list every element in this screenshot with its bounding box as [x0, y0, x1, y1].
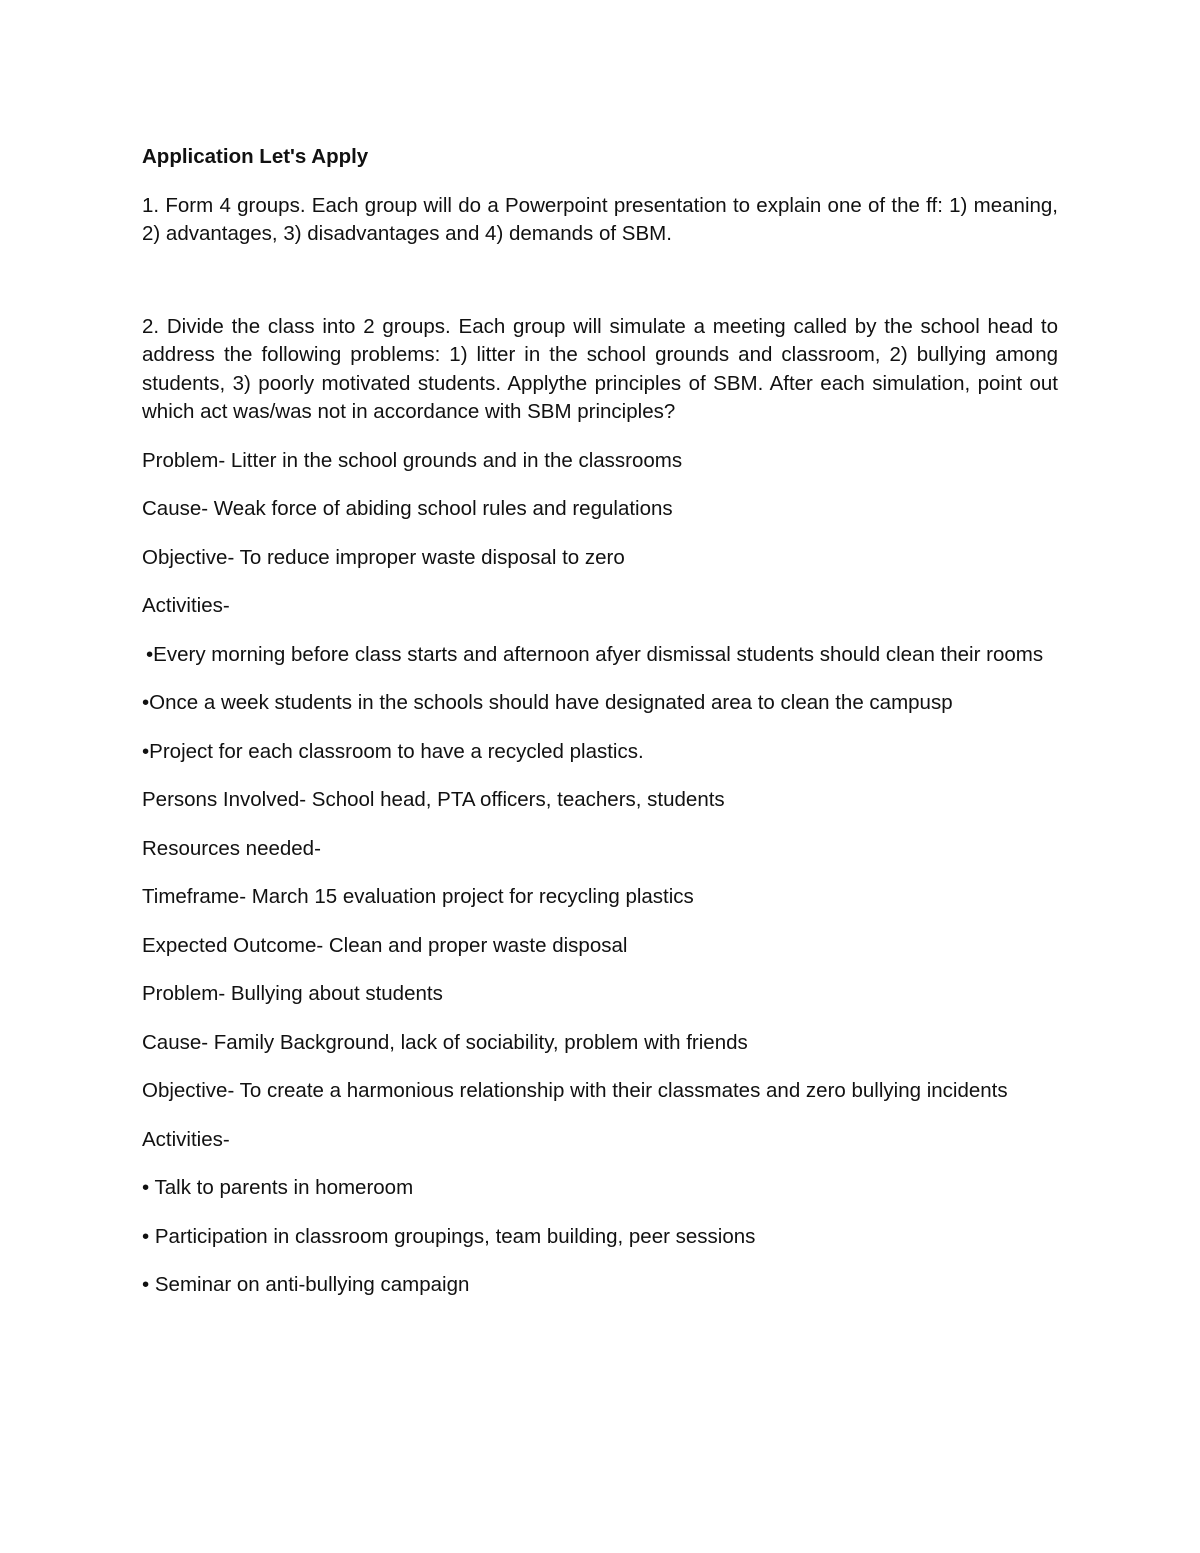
plan2-activity-3: • Seminar on anti-bullying campaign: [142, 1273, 470, 1296]
plan1-activities-label: Activities-: [142, 594, 230, 617]
plan1-resources: Resources needed-: [142, 836, 321, 860]
plan2-problem: Problem- Bullying about students: [142, 982, 443, 1005]
spacer: [142, 269, 1058, 313]
plan1-problem: Problem- Litter in the school grounds and in the classrooms: [142, 448, 683, 472]
plan2-activity-2: • Participation in classroom groupings, team building, peer sessions: [142, 1224, 756, 1248]
plan1-timeframe: Timeframe- March 15 evaluation project for recycling plastics: [142, 885, 694, 908]
plan2-objective: Objective- To create a harmonious relationship with their classmates and zero bullying incidents: [142, 1079, 1008, 1102]
plan2-activity-1: • Talk to parents in homeroom: [142, 1176, 414, 1199]
document-heading: Application Let's Apply: [142, 145, 369, 168]
plan1-activity-2: •Once a week students in the schools should have designated area to clean the campusp: [142, 691, 953, 714]
document-body: [142, 143, 1058, 1320]
plan2-activities-label: Activities-: [142, 1127, 230, 1151]
instruction-1: 1. Form 4 groups. Each group will do a Powerpoint presentation to explain one of the ff: 1) meaning, 2) advantages, 3) disadvantages and 4) demands of SBM.: [142, 193, 1058, 245]
instruction-2: 2. Divide the class into 2 groups. Each group will simulate a meeting called by the school head to address the following problems: 1) litter in the school grounds and classroom, 2) bullying among students, 3) poorly motivated students. Applythe principles of SBM. After each simulation, point out which act was/was not in accordance with SBM principles?: [142, 314, 1058, 423]
plan2-cause: Cause- Family Background, lack of sociability, problem with friends: [142, 1030, 748, 1054]
plan1-activity-3: •Project for each classroom to have a recycled plastics.: [142, 739, 644, 763]
plan1-cause: Cause- Weak force of abiding school rules and regulations: [142, 497, 673, 520]
plan1-objective: Objective- To reduce improper waste disposal to zero: [142, 545, 625, 569]
plan1-persons: Persons Involved- School head, PTA officers, teachers, students: [142, 788, 725, 811]
plan1-outcome: Expected Outcome- Clean and proper waste disposal: [142, 933, 628, 957]
plan1-activity-1: •Every morning before class starts and afternoon afyer dismissal students should clean their rooms: [146, 642, 1044, 666]
